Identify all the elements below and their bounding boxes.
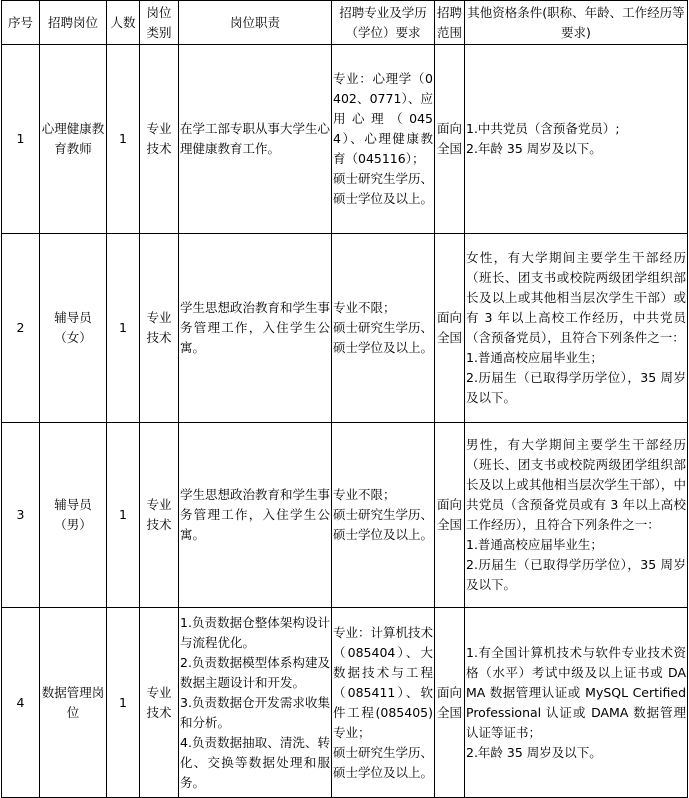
header-scope: 招聘范围	[435, 1, 465, 45]
condition-line: 1.中共党员（含预备党员）;	[466, 121, 620, 136]
cell-major	[332, 234, 435, 423]
cell-major	[332, 45, 435, 234]
cell-count: 1	[107, 423, 140, 608]
cell-count: 1	[107, 234, 140, 423]
cell-count: 1	[107, 45, 140, 234]
cell-scope: 面向全国	[435, 608, 465, 798]
table-header-row	[2, 1, 688, 45]
condition-line: 1.有全国计算机技术与软件专业技术资格（水平）考试中级及以上证书或 DAMA 数据管理认证或 MySQL Certified Professional 认证或 DAMA 数据管理认证等证书；	[466, 644, 686, 740]
header-no: 序号	[2, 1, 40, 45]
duty-line: 1.负责数据仓整体架构设计与流程优化。	[180, 614, 330, 650]
condition-line: 2.历届生（已取得学历学位），35 周岁及以下。	[466, 370, 686, 405]
cell-conditions	[465, 608, 688, 798]
recruitment-table	[1, 0, 688, 798]
cell-no: 4	[2, 608, 40, 798]
cell-position: 辅导员（女）	[40, 234, 107, 423]
condition-line: 2.历届生（已取得学历学位），35 周岁及以下。	[466, 557, 686, 592]
cell-category: 专业技术	[140, 45, 179, 234]
header-major: 招聘专业及学历（学位）要求	[332, 1, 435, 45]
cell-no: 1	[2, 45, 40, 234]
header-count: 人数	[107, 1, 140, 45]
cell-position: 辅导员（男）	[40, 423, 107, 608]
cell-no: 2	[2, 234, 40, 423]
cell-duties	[179, 45, 332, 234]
header-category: 岗位类别	[140, 1, 179, 45]
cell-category: 专业技术	[140, 423, 179, 608]
table-row	[2, 45, 688, 234]
cell-duties	[179, 234, 332, 423]
cell-duties	[179, 423, 332, 608]
table-row	[2, 608, 688, 798]
degree-line: 硕士研究生学历、硕士学位及以上。	[333, 320, 434, 355]
duty-line: 3.负责数据仓开发需求收集和分析。	[180, 694, 330, 730]
cell-major	[332, 423, 435, 608]
cell-scope: 面向全国	[435, 423, 465, 608]
cell-major	[332, 608, 435, 798]
duty-line: 在学工部专职从事大学生心理健康教育工作。	[180, 121, 331, 156]
major-line: 专业不限；	[333, 300, 396, 315]
condition-line: 1.普通高校应届毕业生；	[466, 537, 603, 552]
cell-count: 1	[107, 608, 140, 798]
header-position: 招聘岗位	[40, 1, 107, 45]
major-line: 专业不限；	[333, 487, 396, 502]
cell-scope: 面向全国	[435, 45, 465, 234]
table-row	[2, 423, 688, 608]
table-row	[2, 234, 688, 423]
duty-line: 学生思想政治教育和学生事务管理工作，入住学生公寓。	[180, 300, 331, 355]
cell-position: 数据管理岗位	[40, 608, 107, 798]
condition-line: 2.年龄 35 周岁及以下。	[466, 744, 602, 760]
condition-line: 女性，有大学期间主要学生干部经历（班长、团支书或校院两级团学组织部长及以上或其他相当层次学生干部）或有 3 年以上高校工作经历，中共党员（含预备党员），且符合下列条件之一：	[466, 250, 686, 345]
major-line: 专业：计算机技术（085404）、大数据技术与工程（085411）、软件工程(085405)专业；	[333, 624, 434, 740]
degree-line: 硕士研究生学历、硕士学位及以上。	[333, 171, 434, 206]
cell-conditions	[465, 423, 688, 608]
duty-line: 4.负责数据抽取、清洗、转化、交换等数据处理和服务。	[180, 734, 330, 790]
condition-line: 男性，有大学期间主要学生干部经历（班长、团支书或校院两级团学组织部长及以上或其他相当层次学生干部），中共党员（含预备党员或有 3 年以上高校工作经历），且符合下列条件之一：	[466, 437, 686, 532]
condition-line: 1.普通高校应届毕业生；	[466, 350, 603, 365]
duty-line: 2.负责数据模型体系构建及数据主题设计和开发。	[180, 654, 330, 690]
condition-line: 2.年龄 35 周岁及以下。	[466, 141, 602, 156]
cell-conditions	[465, 45, 688, 234]
cell-no: 3	[2, 423, 40, 608]
cell-duties	[179, 608, 332, 798]
degree-line: 硕士研究生学历、硕士学位及以上。	[333, 744, 434, 780]
header-conditions: 其他资格条件(职称、年龄、工作经历等要求)	[465, 1, 688, 45]
cell-category: 专业技术	[140, 234, 179, 423]
cell-scope: 面向全国	[435, 234, 465, 423]
cell-conditions	[465, 234, 688, 423]
cell-category: 专业技术	[140, 608, 179, 798]
header-duties: 岗位职责	[179, 1, 332, 45]
duty-line: 学生思想政治教育和学生事务管理工作，入住学生公寓。	[180, 487, 331, 542]
major-line: 专业：心理学（0402、0771）、应用心理（0454）、心理健康教育（045116）；	[333, 71, 433, 166]
cell-position: 心理健康教育教师	[40, 45, 107, 234]
degree-line: 硕士研究生学历、硕士学位及以上。	[333, 507, 434, 542]
